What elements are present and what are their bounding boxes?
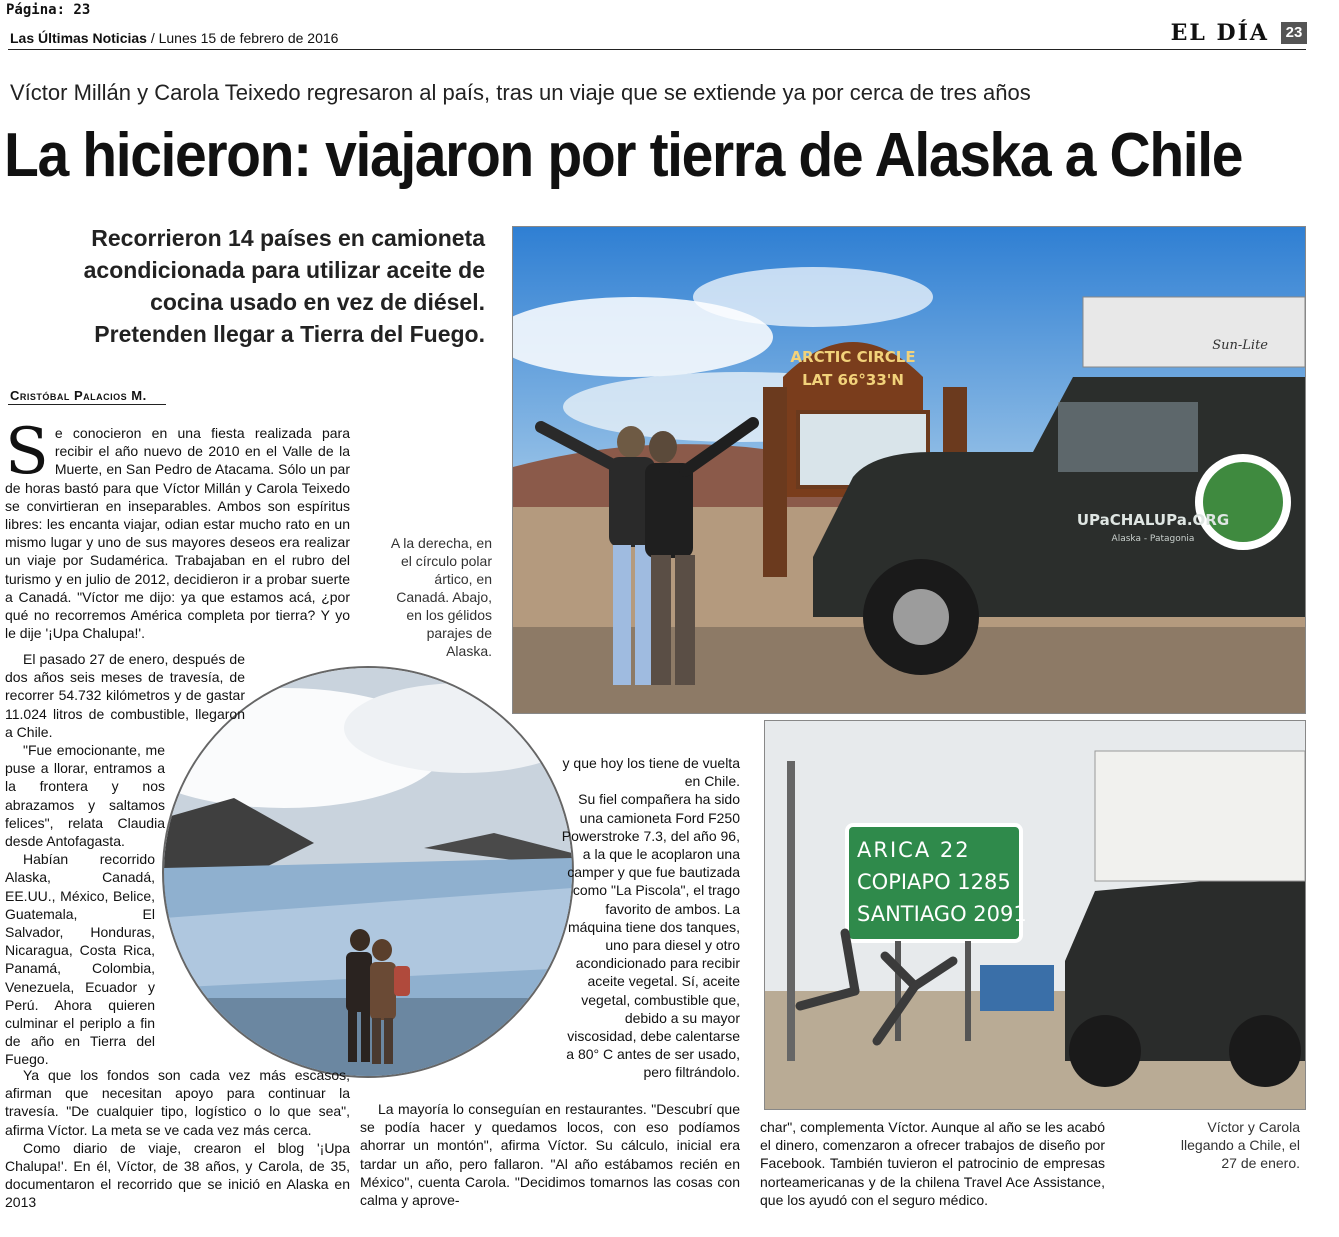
- publication-name: Las Últimas Noticias: [10, 30, 147, 46]
- paragraph-9: La mayoría lo conseguían en restaurantes. "Descubrí que se podía hacer y quedamos locos, con eso podíamos ahorrar un montón", afirma Víctor. Su cálculo, inicial era tardar un año, pero fallaron. "Al año estábamos recién en México", cuenta Carola. "Decidimos tomarnos las cosas con calma y aprove-: [360, 1101, 740, 1209]
- byline: Cristóbal Palacios M.: [10, 388, 147, 403]
- kicker: Víctor Millán y Carola Teixedo regresaron al país, tras un viaje que se extiende ya por cerca de tres años: [10, 80, 1031, 105]
- article-column-3: [760, 1118, 1105, 1209]
- page-number-box: 23: [1281, 22, 1307, 44]
- article-column-1b: [5, 650, 245, 1069]
- caption-bottom: Víctor y Carola llegando a Chile, el 27 de enero.: [1180, 1119, 1300, 1171]
- photo-chile-border: [764, 720, 1306, 1110]
- article-column-1: [5, 415, 350, 642]
- masthead: [10, 30, 338, 46]
- header-rule: [8, 49, 1306, 50]
- arctic-sign-line2: LAT 66°33'N: [802, 371, 904, 389]
- article-column-2b: [360, 1100, 740, 1209]
- page-label: Página: 23: [6, 2, 91, 18]
- arctic-sign-line1: ARCTIC CIRCLE: [790, 348, 916, 366]
- camper-brand: Sun-Lite: [1212, 338, 1268, 353]
- photo-arctic-circle: [512, 226, 1306, 714]
- drop-cap: S: [5, 415, 49, 489]
- truck-url: UPaCHALUPa.ORG: [1076, 511, 1230, 529]
- deck: Recorrieron 14 países en camioneta acondicionada para utilizar aceite de cocina usado en vez de diésel. Pretenden llegar a Tierra del Fuego.: [83, 225, 485, 347]
- paragraph-1: e conocieron en una fiesta realizada para recibir el año nuevo de 2010 en el Valle de la Muerte, en San Pedro de Atacama. Sólo un par de horas bastó para que Víctor Millán y Carola Teixedo se convirtieran en inseparables. Ambos son espíritus libres: les encanta viajar, odian estar mucho rato en un mismo lugar y uno de sus mayores deseos era realizar un viaje por Sudamérica. Trabajaban en el rubro del turismo y en julio de 2012, decidieron ir a probar suerte a Canadá. "Víctor me dijo: ya que estamos acá, ¿por qué no recorremos América completa por tierra? Y yo le dije '¡Upa Chalupa!'.: [5, 425, 350, 642]
- road-sign-line2: COPIAPO 1285: [857, 870, 1011, 894]
- paragraph-7: y que hoy los tiene de vuelta en Chile.: [562, 755, 740, 790]
- headline: La hicieron: viajaron por tierra de Alaska a Chile: [4, 121, 1243, 190]
- paragraph-6: Como diario de viaje, crearon el blog '¡Upa Chalupa!'. En él, Víctor, de 38 años, y Carola, de 35, documentaron el recorrido que se inició en Alaska en 2013: [5, 1139, 350, 1211]
- article-column-1c: [5, 1066, 350, 1212]
- arctic-circle-illustration: [513, 227, 1305, 713]
- paragraph-5: Ya que los fondos son cada vez más escasos, afirman que necesitan apoyo para continuar la travesía. "De cualquier tipo, logístico o lo que sea", afirma Víctor. La meta se ve cada vez más cerca.: [5, 1067, 350, 1138]
- article-column-2: [560, 754, 740, 1082]
- truck-tagline: Alaska - Patagonia: [1111, 534, 1195, 544]
- paragraph-10: char", complementa Víctor. Aunque al año se les acabó el dinero, comenzaron a ofrecer trabajos de diseño por Facebook. También tuvieron el patrocinio de empresas norteamericanas y de la chilena Travel Ace Assistance, que los ayudó con el seguro médico.: [760, 1119, 1105, 1208]
- byline-rule: [8, 404, 166, 405]
- publication-date: Lunes 15 de febrero de 2016: [158, 30, 339, 46]
- paragraph-4: Habían recorrido Alaska, Canadá, EE.UU., México, Belice, Guatemala, El Salvador, Honduras, Nicaragua, Costa Rica, Panamá, Colombia, Venezuela, Ecuador y Perú. Ahora quieren culminar el periplo a fin de año en Tierra del Fuego.: [5, 851, 155, 1068]
- paragraph-3: "Fue emocionante, me puse a llorar, entramos a la frontera y nos abrazamos y saltamos felices", relata Claudia desde Antofagasta.: [5, 742, 165, 850]
- chile-border-illustration: [765, 721, 1305, 1109]
- road-sign-line3: SANTIAGO 2091: [857, 902, 1027, 926]
- masthead-separator: /: [150, 30, 159, 46]
- brand-logo: EL DÍA: [1170, 20, 1269, 46]
- paragraph-8: Su fiel compañera ha sido una camioneta Ford F250 Powerstroke 7.3, del año 96, a la que le acoplaron una camper y que fue bautizada como "La Piscola", el trago favorito de ambos. La máquina tiene dos tanques, uno para diesel y otro acondicionado para recibir aceite vegetal. Sí, aceite vegetal, combustible que, debido a su mayor viscosidad, debe calentarse a 80° C antes de ser usado, pero filtrándolo.: [561, 791, 740, 1081]
- paragraph-2: El pasado 27 de enero, después de dos años seis meses de travesía, de recorrer 54.732 kilómetros y de gastar 11.024 litros de combustible, llegaron a Chile.: [5, 651, 245, 740]
- road-sign-line1: ARICA 22: [857, 838, 971, 862]
- caption-top: A la derecha, en el círculo polar ártico, en Canadá. Abajo, en los gélidos parajes de Alaska.: [390, 535, 492, 659]
